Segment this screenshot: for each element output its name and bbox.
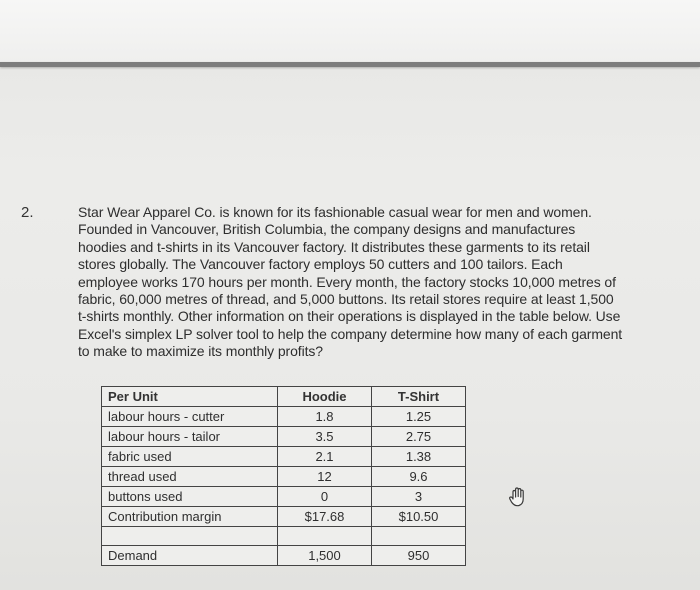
table-header-row — [102, 387, 466, 407]
tshirt-value: 2.75 — [372, 427, 466, 447]
hoodie-value: $17.68 — [278, 507, 372, 527]
demand-row — [102, 546, 466, 566]
hand-pointer-icon — [506, 484, 532, 510]
table-row — [102, 487, 466, 507]
row-label: Contribution margin — [102, 507, 278, 527]
top-strip — [0, 0, 700, 62]
tshirt-demand: 950 — [372, 546, 466, 566]
row-label: thread used — [102, 467, 278, 487]
table-row — [102, 407, 466, 427]
table-spacer-row — [102, 527, 466, 546]
spacer-cell — [372, 527, 466, 546]
operations-table — [101, 386, 466, 566]
hoodie-value: 3.5 — [278, 427, 372, 447]
question-line: to make to maximize its monthly profits? — [78, 343, 323, 360]
tshirt-value: 1.38 — [372, 447, 466, 467]
header-hoodie: Hoodie — [278, 387, 372, 407]
spacer-cell — [102, 527, 278, 546]
question-line: t-shirts monthly. Other information on their operations is displayed in the table below. Use — [78, 308, 621, 325]
tshirt-value: 9.6 — [372, 467, 466, 487]
question-line: stores globally. The Vancouver factory employs 50 cutters and 100 tailors. Each — [78, 256, 563, 273]
row-label: buttons used — [102, 487, 278, 507]
table-row — [102, 507, 466, 527]
spacer-cell — [278, 527, 372, 546]
hoodie-value: 2.1 — [278, 447, 372, 467]
question-line: Excel's simplex LP solver tool to help the company determine how many of each garment — [78, 325, 623, 342]
question-line: Star Wear Apparel Co. is known for its fashionable casual wear for men and women. — [78, 204, 592, 220]
table-row — [102, 447, 466, 467]
table-row — [102, 427, 466, 447]
header-per-unit: Per Unit — [102, 387, 278, 407]
hoodie-value: 0 — [278, 487, 372, 507]
question-line: employee works 170 hours per month. Every month, the factory stocks 10,000 metres of — [78, 273, 616, 290]
hoodie-value: 12 — [278, 467, 372, 487]
table-row — [102, 467, 466, 487]
question-number: 2. — [21, 204, 34, 221]
tshirt-value: 1.25 — [372, 407, 466, 427]
demand-label: Demand — [102, 546, 278, 566]
question-line: fabric, 60,000 metres of thread, and 5,000 buttons. Its retail stores require at least 1,500 — [78, 291, 614, 308]
header-tshirt: T-Shirt — [372, 387, 466, 407]
row-label: labour hours - tailor — [102, 427, 278, 447]
hoodie-value: 1.8 — [278, 407, 372, 427]
row-label: fabric used — [102, 447, 278, 467]
question-line: Founded in Vancouver, British Columbia, the company designs and manufactures — [78, 221, 576, 238]
hoodie-demand: 1,500 — [278, 546, 372, 566]
question-line: hoodies and t-shirts in its Vancouver factory. It distributes these garments to its retail — [78, 238, 590, 255]
tshirt-value: 3 — [372, 487, 466, 507]
tshirt-value: $10.50 — [372, 507, 466, 527]
horizontal-rule — [0, 62, 700, 67]
row-label: labour hours - cutter — [102, 407, 278, 427]
question-text — [78, 204, 678, 361]
